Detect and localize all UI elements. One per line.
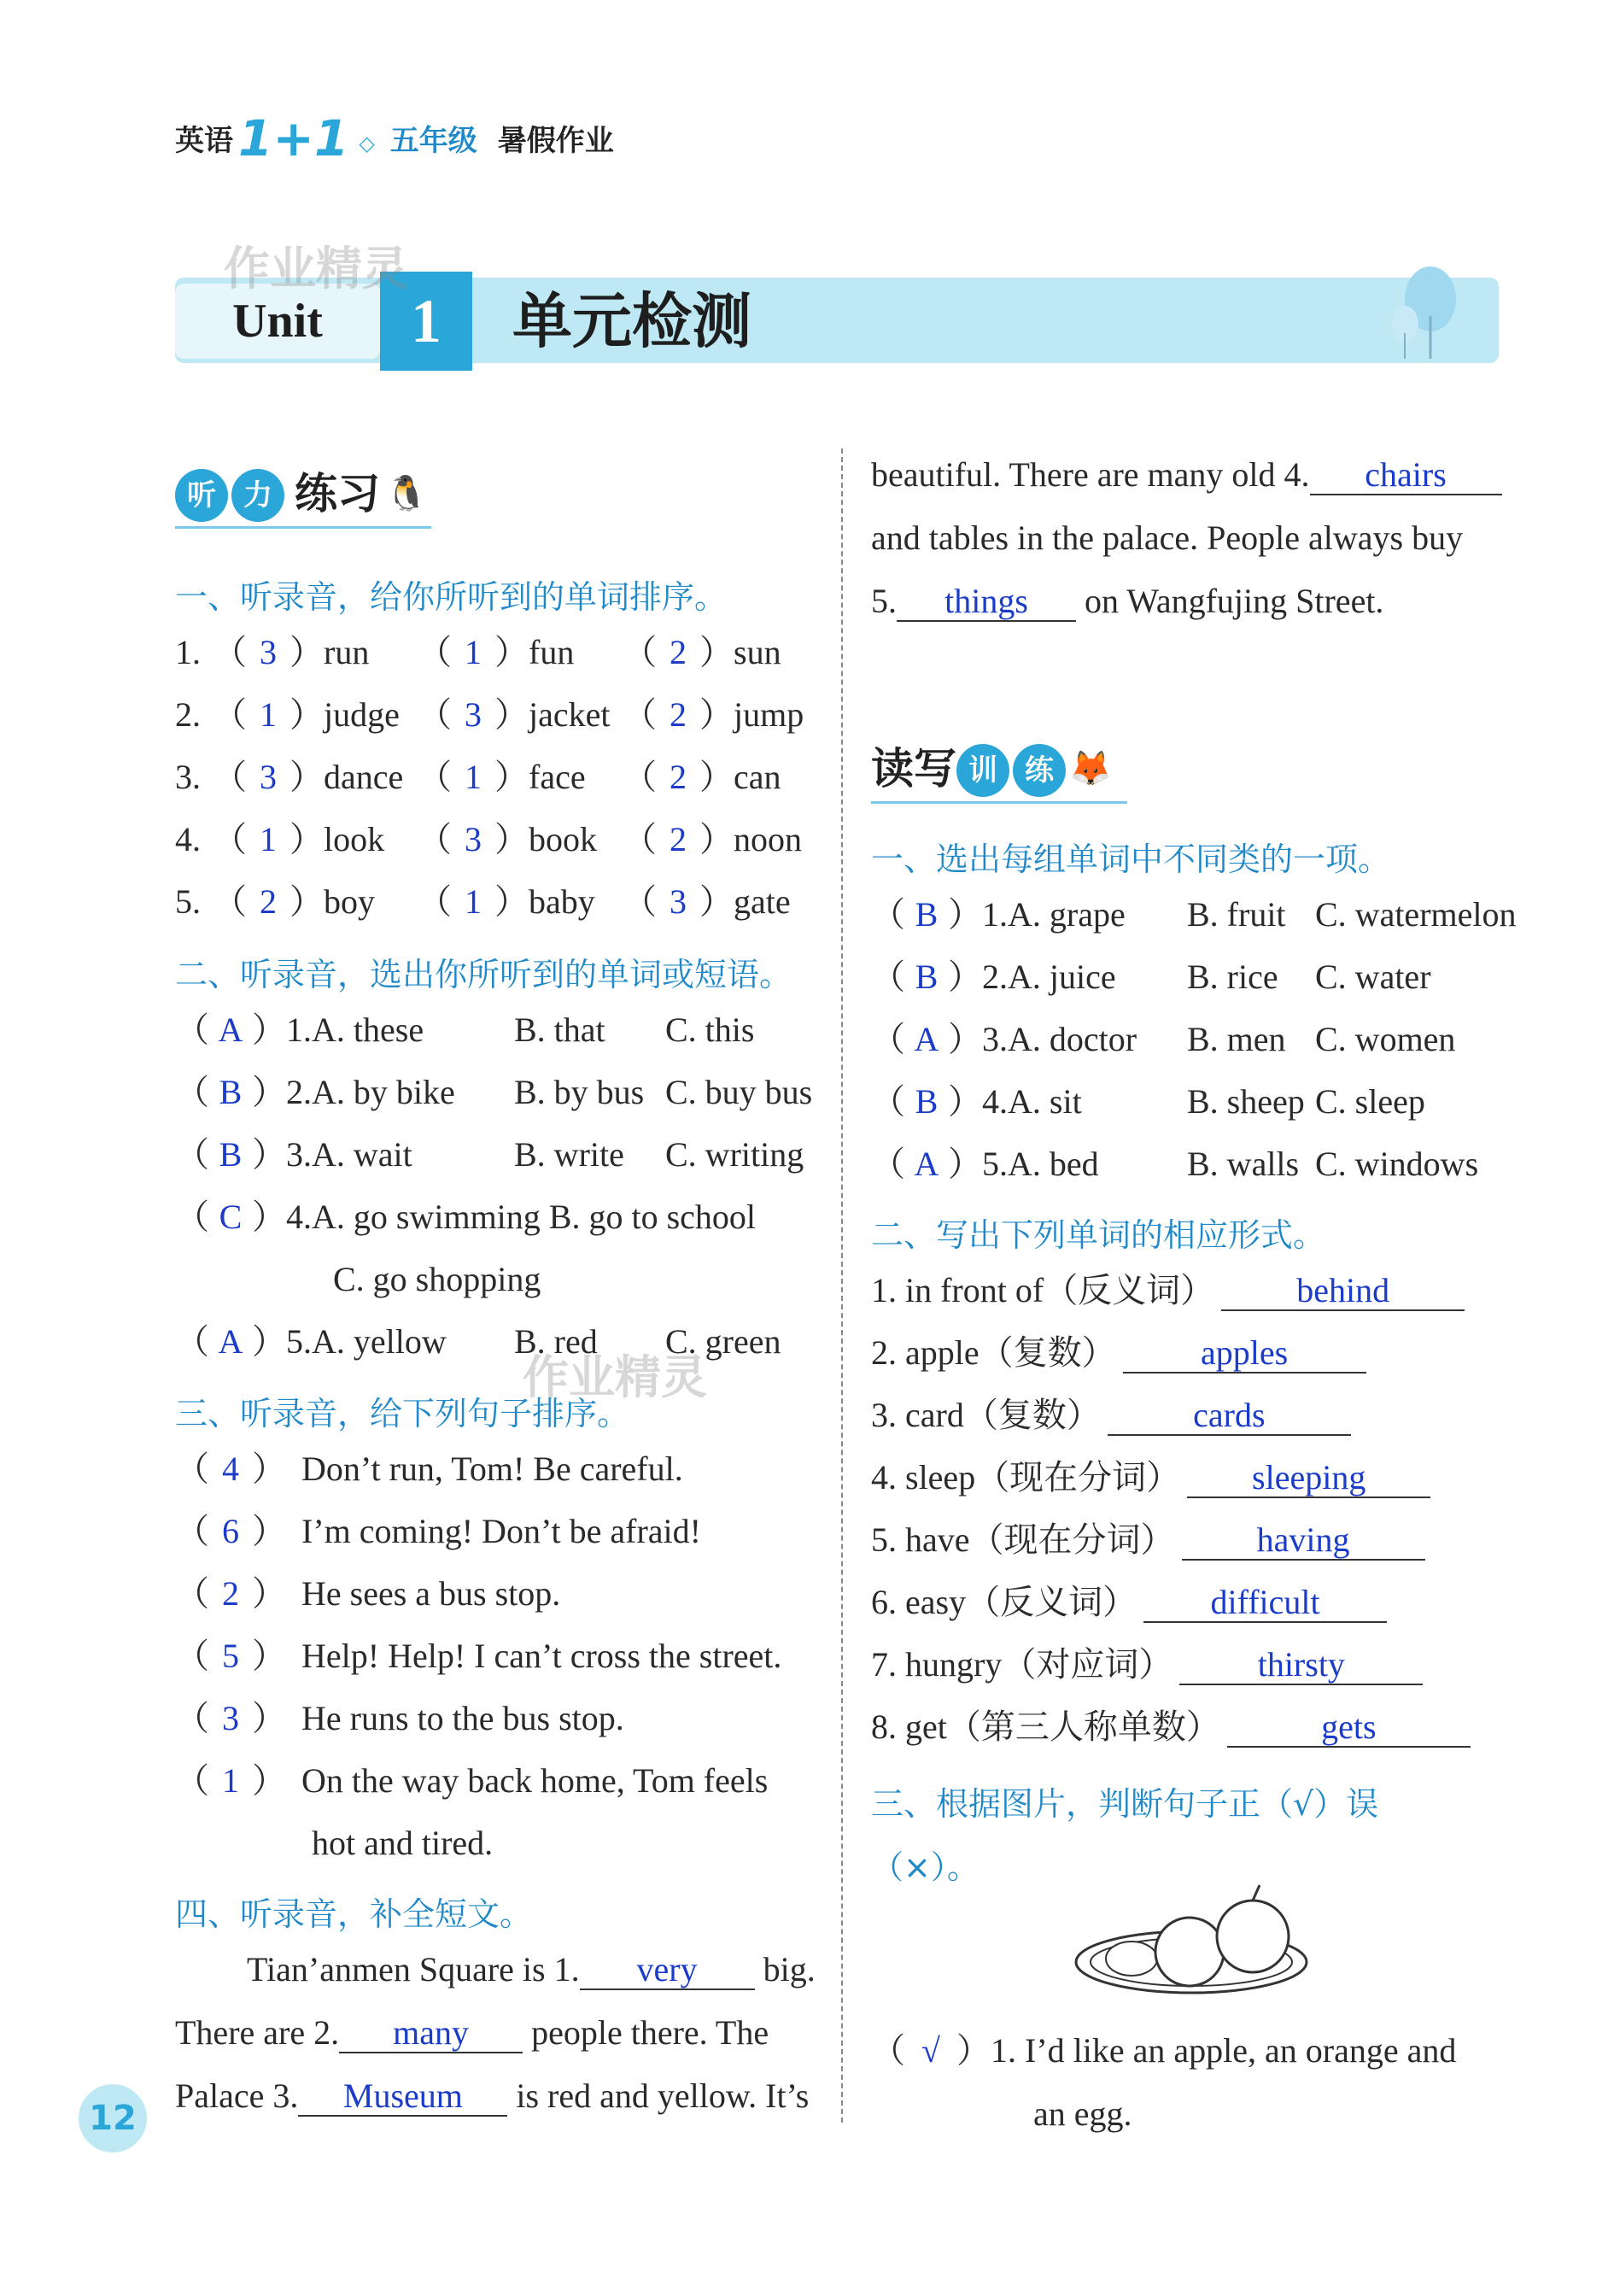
ordering-item — [418, 880, 623, 924]
item-number: 1. — [982, 895, 1008, 934]
choice-row — [871, 893, 1517, 937]
tree-icon — [1383, 265, 1486, 359]
bird-icon: 🐧 — [385, 474, 428, 513]
word: look — [324, 820, 385, 858]
sentence-row — [175, 1509, 781, 1554]
option-a: A. go swimming — [312, 1198, 549, 1236]
section-title: 读写 — [871, 744, 956, 794]
paren-right: ） — [494, 882, 529, 921]
watermark: 作业精灵 — [523, 1350, 707, 1404]
listening-section-title — [175, 460, 428, 522]
ordering-row — [175, 693, 827, 737]
order-answer[interactable]: 2 — [670, 820, 687, 858]
item-number: 2. — [175, 695, 201, 734]
paren-right: ） — [252, 1073, 286, 1111]
choice-answer[interactable]: A — [914, 1020, 939, 1058]
brand-logo: 1+1 — [238, 109, 349, 167]
order-answer[interactable]: 2 — [670, 633, 687, 671]
paren-left: （ — [871, 1145, 905, 1183]
option-c: C. windows — [1315, 1145, 1479, 1183]
answer-blank[interactable]: very — [580, 1951, 755, 1990]
option-c: C. sleep — [1315, 1082, 1425, 1121]
unit-title: 单元检测 — [512, 286, 751, 356]
paren-left: （ — [871, 1020, 905, 1058]
paren-left: （ — [418, 758, 452, 796]
ordering-row — [175, 817, 827, 862]
choice-row — [175, 1133, 812, 1177]
item-number: 1. — [286, 1010, 312, 1049]
order-answer[interactable]: 3 — [260, 758, 277, 796]
question-heading: 二、听录音，选出你所听到的单词或短语。 — [175, 956, 792, 993]
listening-q3 — [175, 1447, 781, 1866]
grade-label: 五年级 — [389, 124, 477, 158]
choice-row — [871, 955, 1517, 999]
choice-row — [175, 1008, 812, 1052]
order-answer[interactable]: 3 — [465, 820, 482, 858]
order-answer[interactable]: 3 — [465, 695, 482, 734]
order-answer[interactable]: 1 — [465, 758, 482, 796]
word-form-row — [871, 1456, 1471, 1500]
choice-row-continued — [333, 1257, 812, 1302]
paren-left: （ — [175, 1198, 209, 1236]
question-heading: 二、写出下列单词的相应形式。 — [871, 1216, 1326, 1254]
choice-row — [871, 1142, 1517, 1186]
paren-left: （ — [623, 758, 657, 796]
answer-blank[interactable]: having — [1182, 1521, 1425, 1561]
paren-right: ） — [252, 1761, 286, 1800]
word-form-row — [871, 1268, 1471, 1313]
option-b: B. fruit — [1187, 895, 1286, 934]
item-number: 3. — [982, 1020, 1008, 1058]
word-form-prompt: 6. easy（反义词） — [871, 1583, 1137, 1621]
paren-right: ） — [948, 1082, 982, 1121]
order-answer[interactable]: 4 — [222, 1450, 239, 1488]
ordering-item — [418, 630, 623, 675]
question-heading: 四、听录音，补全短文。 — [175, 1895, 533, 1933]
order-answer[interactable]: 1 — [260, 695, 277, 734]
paren-right: ） — [289, 882, 324, 921]
ordering-item — [623, 817, 827, 862]
drop-icon: 听 — [175, 469, 228, 522]
item-number: 5. — [286, 1322, 312, 1361]
paren-left: （ — [213, 758, 247, 796]
sentence: Don’t run, Tom! Be careful. — [301, 1450, 683, 1488]
option-c: C. buy bus — [665, 1073, 813, 1111]
order-answer[interactable]: 1 — [465, 882, 482, 921]
order-answer[interactable]: 3 — [670, 882, 687, 921]
paren-left: （ — [213, 882, 247, 921]
paren-right: ） — [948, 1020, 982, 1058]
choice-answer[interactable]: B — [915, 1082, 939, 1121]
word-form-prompt: 2. apple（复数） — [871, 1333, 1116, 1372]
order-answer[interactable]: 2 — [222, 1574, 239, 1613]
word: boy — [324, 882, 375, 921]
choice-answer[interactable]: B — [219, 1073, 243, 1111]
ordering-item — [213, 693, 418, 737]
paren-left: （ — [213, 695, 247, 734]
item-number: 2. — [982, 958, 1008, 996]
ordering-item — [418, 693, 623, 737]
drop-icon: 训 — [956, 744, 1009, 797]
diamond-icon: ◇ — [359, 132, 375, 155]
question-heading: 一、选出每组单词中不同类的一项。 — [871, 840, 1391, 878]
homework-type-label: 暑假作业 — [497, 124, 614, 158]
paren-left: （ — [418, 695, 452, 734]
item-number: 4. — [175, 820, 201, 858]
passage: Tian’anmen Square is 1. very big. There are 2. many people there. The Palace 3. Museum is red and yellow. It’s — [175, 1950, 816, 2115]
paren-left: （ — [175, 1574, 209, 1613]
option-c: C. watermelon — [1315, 895, 1517, 934]
sentence: He sees a bus stop. — [301, 1574, 561, 1613]
paren-left: （ — [871, 2031, 905, 2070]
option-a: A. juice — [1008, 958, 1116, 996]
word-form-row — [871, 1705, 1471, 1749]
item-number: 3. — [286, 1135, 312, 1174]
word: jacket — [529, 695, 611, 734]
page-number: 12 — [79, 2084, 147, 2152]
column-divider — [841, 448, 843, 2123]
option-b: B. go to school — [548, 1198, 757, 1236]
paren-right: ） — [289, 758, 324, 796]
word: fun — [529, 633, 575, 671]
paren-left: （ — [175, 1322, 209, 1361]
answer-blank[interactable]: apples — [1123, 1334, 1366, 1374]
paren-left: （ — [623, 820, 657, 858]
paren-right: ） — [289, 820, 324, 858]
order-answer[interactable]: 3 — [222, 1699, 239, 1737]
paren-left: （ — [175, 1135, 209, 1174]
ordering-row — [175, 880, 827, 924]
sentence-row — [175, 1759, 781, 1803]
option-c: C. this — [665, 1010, 755, 1049]
paren-right: ） — [252, 1010, 286, 1049]
ordering-item — [418, 755, 623, 800]
paren-left: （ — [175, 1699, 209, 1737]
option-c: C. green — [665, 1322, 781, 1361]
ordering-item — [623, 755, 827, 800]
option-a: A. sit — [1008, 1082, 1082, 1121]
paren-left: （ — [871, 895, 905, 934]
sentence: I’m coming! Don’t be afraid! — [301, 1512, 701, 1550]
ordering-item — [213, 755, 418, 800]
order-answer[interactable]: 1 — [465, 633, 482, 671]
option-a: A. yellow — [312, 1322, 447, 1361]
ordering-item — [213, 817, 418, 862]
word: noon — [734, 820, 802, 858]
ordering-item — [213, 880, 418, 924]
paren-right: ） — [699, 882, 734, 921]
paren-right: ） — [252, 1198, 286, 1236]
ordering-item — [623, 630, 827, 675]
paren-right: ） — [699, 695, 734, 734]
reading-q1 — [871, 893, 1517, 1204]
answer-blank[interactable]: Museum — [298, 2077, 507, 2117]
word-form-prompt: 7. hungry（对应词） — [871, 1645, 1173, 1684]
ordering-item — [623, 880, 827, 924]
word-form-prompt: 4. sleep（现在分词） — [871, 1458, 1181, 1496]
paren-right: ） — [252, 1637, 286, 1675]
word-form-row — [871, 1643, 1471, 1687]
order-answer[interactable]: 3 — [260, 633, 277, 671]
choice-row — [871, 1080, 1517, 1124]
word: jump — [734, 695, 804, 734]
paren-right: ） — [289, 695, 324, 734]
choice-answer[interactable]: B — [219, 1135, 243, 1174]
answer-blank[interactable]: difficult — [1143, 1584, 1387, 1623]
answer-blank[interactable]: cards — [1108, 1397, 1351, 1436]
option-b: B. that — [514, 1010, 605, 1049]
paren-left: （ — [213, 633, 247, 671]
word: run — [324, 633, 370, 671]
sentence: On the way back home, Tom feels — [301, 1761, 769, 1800]
word: judge — [324, 695, 400, 734]
ordering-item — [213, 630, 418, 675]
paren-left: （ — [175, 1637, 209, 1675]
question-heading: 三、听录音，给下列句子排序。 — [175, 1395, 630, 1432]
paren-right: ） — [699, 633, 734, 671]
sentence-row — [175, 1572, 781, 1616]
answer-blank[interactable]: behind — [1221, 1272, 1465, 1311]
paren-left: （ — [871, 958, 905, 996]
item-number: 3. — [175, 758, 201, 796]
order-answer[interactable]: 6 — [222, 1512, 239, 1550]
paren-right: ） — [289, 633, 324, 671]
choice-answer[interactable]: A — [218, 1322, 243, 1361]
ordering-row — [175, 630, 827, 675]
watermark: 作业精灵 — [224, 242, 408, 296]
ordering-item — [418, 817, 623, 862]
option-a: A. bed — [1008, 1145, 1099, 1183]
paren-left: （ — [871, 1082, 905, 1121]
sentence-row — [175, 1447, 781, 1491]
paren-right: ） — [252, 1450, 286, 1488]
paren-left: （ — [213, 820, 247, 858]
paren-right: ） — [494, 820, 529, 858]
paren-right: ） — [494, 695, 529, 734]
passage-continued: beautiful. There are many old 4. chairs and tables in the palace. People always buy 5. things on Wangfujing Street. — [871, 453, 1529, 624]
answer-blank[interactable]: sleeping — [1187, 1459, 1430, 1498]
unit-label: Unit — [175, 284, 380, 359]
sentence-continued: hot and tired. — [312, 1824, 494, 1862]
choice-row — [175, 1320, 812, 1364]
paren-left: （ — [175, 1010, 209, 1049]
word: dance — [324, 758, 404, 796]
page-header — [175, 109, 614, 167]
sentence: Help! Help! I can’t cross the street. — [301, 1637, 782, 1675]
paren-right: ） — [699, 758, 734, 796]
fox-icon: 🦊 — [1069, 749, 1112, 788]
ordering-item — [623, 693, 827, 737]
listening-q2 — [175, 1008, 812, 1382]
word: gate — [734, 882, 791, 921]
choice-answer[interactable]: A — [218, 1010, 243, 1049]
option-a: A. these — [312, 1010, 424, 1049]
word-form-prompt: 5. have（现在分词） — [871, 1520, 1175, 1559]
paren-right: ） — [252, 1322, 286, 1361]
paren-left: （ — [418, 633, 452, 671]
sentence-row — [175, 1696, 781, 1741]
choice-row — [175, 1070, 812, 1115]
word: baby — [529, 882, 595, 921]
paren-right: ） — [252, 1135, 286, 1174]
option-a: A. grape — [1008, 895, 1126, 934]
reading-q2 — [871, 1268, 1471, 1767]
paren-right: ） — [252, 1574, 286, 1613]
option-c: C. go shopping — [333, 1260, 541, 1298]
option-a: A. by bike — [312, 1073, 455, 1111]
paren-right: ） — [252, 1512, 286, 1550]
option-c: C. writing — [665, 1135, 804, 1174]
order-answer[interactable]: 5 — [222, 1637, 239, 1675]
answer-blank[interactable]: thirsty — [1179, 1646, 1423, 1685]
word: face — [529, 758, 586, 796]
subject-label: 英语 — [175, 124, 233, 158]
paren-left: （ — [175, 1761, 209, 1800]
word-form-row — [871, 1393, 1471, 1438]
paren-right: ） — [494, 758, 529, 796]
option-a: A. doctor — [1008, 1020, 1137, 1058]
option-b: B. red — [514, 1322, 598, 1361]
answer-blank[interactable]: chairs — [1310, 456, 1502, 495]
paren-right: ） — [699, 820, 734, 858]
option-b: B. rice — [1187, 958, 1278, 996]
word-form-row — [871, 1331, 1471, 1375]
item-number: 2. — [286, 1073, 312, 1111]
order-answer[interactable]: 1 — [260, 820, 277, 858]
paren-right: ） — [948, 895, 982, 934]
item-number: 5. — [175, 882, 201, 921]
answer-blank[interactable]: many — [339, 2014, 523, 2053]
reading-section-title — [871, 735, 1112, 797]
item-number: 4. — [982, 1082, 1008, 1121]
option-a: A. wait — [312, 1135, 412, 1174]
answer-blank[interactable]: gets — [1227, 1708, 1471, 1748]
order-answer[interactable]: 1 — [222, 1761, 239, 1800]
option-b: B. sheep — [1187, 1082, 1305, 1121]
judge-answer[interactable]: √ — [921, 2031, 940, 2070]
drop-icon: 力 — [231, 469, 284, 522]
ordering-row — [175, 755, 827, 800]
section-title: 练习 — [295, 469, 380, 518]
option-c: C. women — [1315, 1020, 1456, 1058]
choice-answer[interactable]: A — [914, 1145, 939, 1183]
item-number: 4. — [286, 1198, 312, 1236]
option-b: B. write — [514, 1135, 624, 1174]
choice-answer[interactable]: B — [915, 958, 939, 996]
paren-right: ） — [956, 2031, 991, 2070]
paren-right: ） — [494, 633, 529, 671]
item-number: 1. — [175, 633, 201, 671]
drop-icon: 练 — [1013, 744, 1066, 797]
option-c: C. water — [1315, 958, 1431, 996]
paren-right: ） — [948, 1145, 982, 1183]
question-heading: 一、听录音，给你所听到的单词排序。 — [175, 578, 728, 616]
word: can — [734, 758, 781, 796]
listening-q1 — [175, 630, 827, 942]
order-answer[interactable]: 2 — [670, 758, 687, 796]
question-heading: 三、根据图片，判断句子正（√）误 （×）。 — [871, 1785, 1379, 1886]
paren-left: （ — [623, 882, 657, 921]
sentence: He runs to the bus stop. — [301, 1699, 624, 1737]
paren-left: （ — [175, 1450, 209, 1488]
option-b: B. men — [1187, 1020, 1286, 1058]
judge-item: （ √ ）1. I’d like an apple, an orange and an egg. — [871, 2029, 1456, 2136]
paren-left: （ — [623, 695, 657, 734]
word: sun — [734, 633, 781, 671]
word-form-row — [871, 1518, 1471, 1562]
order-answer[interactable]: 2 — [670, 695, 687, 734]
word-form-row — [871, 1580, 1471, 1625]
paren-left: （ — [623, 633, 657, 671]
answer-blank[interactable]: things — [897, 583, 1076, 622]
paren-right: ） — [252, 1699, 286, 1737]
word-form-prompt: 8. get（第三人称单数） — [871, 1707, 1220, 1746]
item-number: 5. — [982, 1145, 1008, 1183]
choice-answer[interactable]: C — [219, 1198, 243, 1236]
option-b: B. walls — [1187, 1145, 1300, 1183]
order-answer[interactable]: 2 — [260, 882, 277, 921]
choice-row — [871, 1017, 1517, 1062]
unit-number: 1 — [380, 272, 472, 371]
paren-right: ） — [948, 958, 982, 996]
option-b: B. by bus — [514, 1073, 645, 1111]
paren-left: （ — [418, 882, 452, 921]
choice-row — [175, 1195, 812, 1239]
fruit-plate-image — [1063, 1883, 1319, 2003]
word-form-prompt: 1. in front of（反义词） — [871, 1271, 1215, 1309]
paren-left: （ — [418, 820, 452, 858]
sentence-row — [175, 1634, 781, 1678]
word: book — [529, 820, 597, 858]
paren-left: （ — [175, 1512, 209, 1550]
choice-answer[interactable]: B — [915, 895, 939, 934]
word-form-prompt: 3. card（复数） — [871, 1396, 1101, 1434]
paren-left: （ — [175, 1073, 209, 1111]
